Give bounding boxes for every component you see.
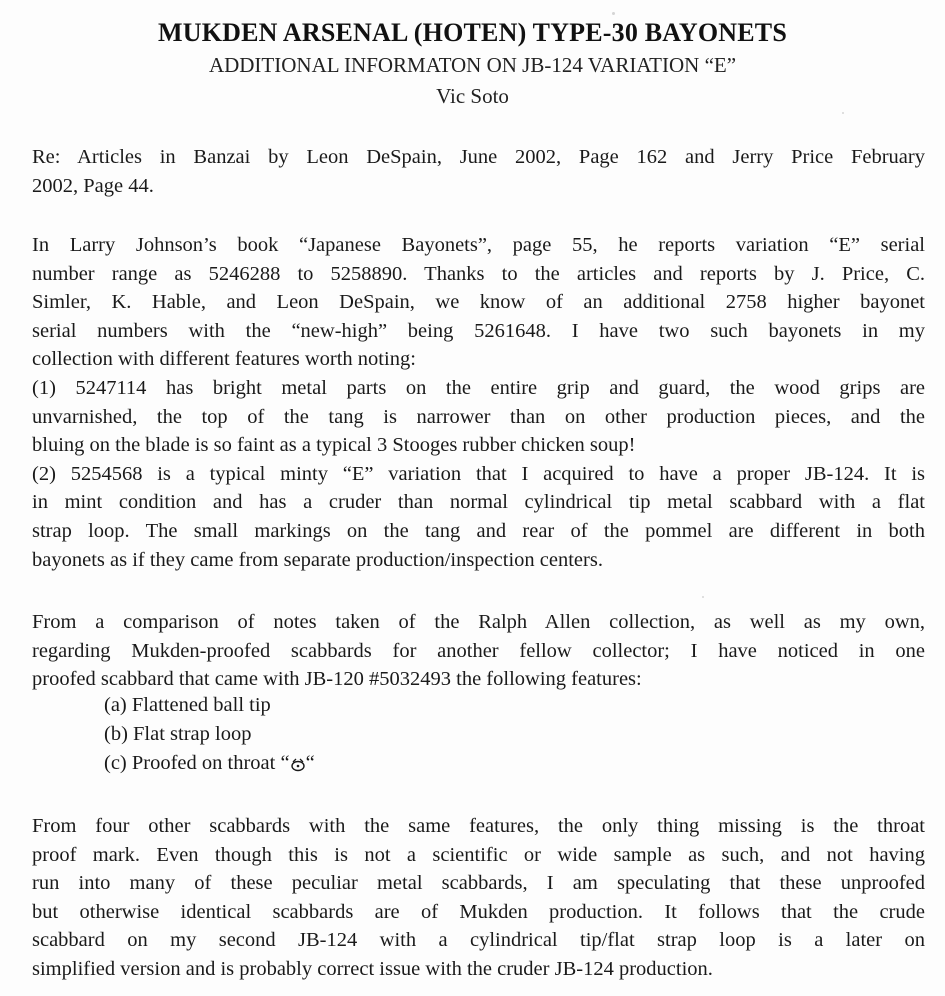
scan-speck bbox=[612, 12, 615, 15]
paragraph-line: regarding Mukden-proofed scabbards for another fellow collector; I have noticed in one bbox=[32, 639, 925, 662]
paragraph-line: Re: Articles in Banzai by Leon DeSpain, June 2002, Page 162 and Jerry Price February bbox=[32, 146, 925, 168]
intro-paragraph bbox=[32, 231, 925, 574]
paragraph-line: collection with different features worth noting: bbox=[32, 348, 416, 371]
paragraph-line: serial numbers with the “new-high” being 5261648. I have two such bayonets in my bbox=[32, 319, 925, 342]
paragraph-line: bluing on the blade is so faint as a typical 3 Stooges rubber chicken soup! bbox=[32, 434, 636, 457]
paragraph-line: strap loop. The small markings on the tang and rear of the pommel are different in both bbox=[32, 519, 925, 542]
re-paragraph bbox=[32, 143, 925, 200]
document-title: MUKDEN ARSENAL (HOTEN) TYPE-30 BAYONETS bbox=[157, 18, 788, 47]
paragraph-line: In Larry Johnson’s book “Japanese Bayonets”, page 55, he reports variation “E” serial bbox=[32, 234, 925, 256]
proof-mark-icon bbox=[290, 755, 306, 769]
paragraph-line: From a comparison of notes taken of the Ralph Allen collection, as well as my own, bbox=[32, 611, 925, 633]
comparison-paragraph bbox=[32, 608, 925, 694]
paragraph-line: scabbard on my second JB-124 with a cylindrical tip/flat strap loop is a later on bbox=[32, 929, 925, 952]
paragraph-line: in mint condition and has a cruder than normal cylindrical tip metal scabbard with a flat bbox=[32, 491, 925, 514]
paragraph-line: run into many of these peculiar metal scabbards, I am speculating that these unproofed bbox=[32, 872, 925, 895]
paragraph-line: 2002, Page 44. bbox=[32, 174, 154, 197]
feature-item-b: (b) Flat strap loop bbox=[104, 723, 252, 745]
document-author: Vic Soto bbox=[436, 84, 509, 108]
feature-item-c bbox=[104, 752, 315, 775]
paragraph-line: (2) 5254568 is a typical minty “E” variation that I acquired to have a proper JB-124. It is bbox=[32, 462, 925, 485]
scan-speck bbox=[702, 596, 704, 598]
feature-item-c-text: (c) Proofed on throat “ bbox=[104, 752, 290, 774]
paragraph-line: proofed scabbard that came with JB-120 #5032493 the following features: bbox=[32, 668, 642, 691]
paragraph-line: simplified version and is probably correct issue with the cruder JB-124 production. bbox=[32, 957, 713, 980]
paragraph-line: From four other scabbards with the same features, the only thing missing is the throat bbox=[32, 815, 925, 837]
paragraph-line: bayonets as if they came from separate production/inspection centers. bbox=[32, 548, 603, 571]
scan-speck bbox=[842, 112, 844, 114]
paragraph-line: Simler, K. Hable, and Leon DeSpain, we know of an additional 2758 higher bayonet bbox=[32, 291, 925, 314]
conclusion-paragraph bbox=[32, 812, 925, 984]
paragraph-line: but otherwise identical scabbards are of Mukden production. It follows that the crude bbox=[32, 900, 925, 923]
paragraph-line: unvarnished, the top of the tang is narrower than on other production pieces, and the bbox=[32, 405, 925, 428]
feature-item-c-close: “ bbox=[305, 752, 315, 774]
paragraph-line: number range as 5246288 to 5258890. Thanks to the articles and reports by J. Price, C. bbox=[32, 262, 925, 285]
paragraph-line: (1) 5247114 has bright metal parts on the entire grip and guard, the wood grips are bbox=[32, 376, 925, 399]
paragraph-line: proof mark. Even though this is not a scientific or wide sample as such, and not having bbox=[32, 843, 925, 866]
feature-item-a: (a) Flattened ball tip bbox=[104, 694, 271, 716]
document-subtitle: ADDITIONAL INFORMATON ON JB-124 VARIATION “E” bbox=[208, 53, 737, 77]
